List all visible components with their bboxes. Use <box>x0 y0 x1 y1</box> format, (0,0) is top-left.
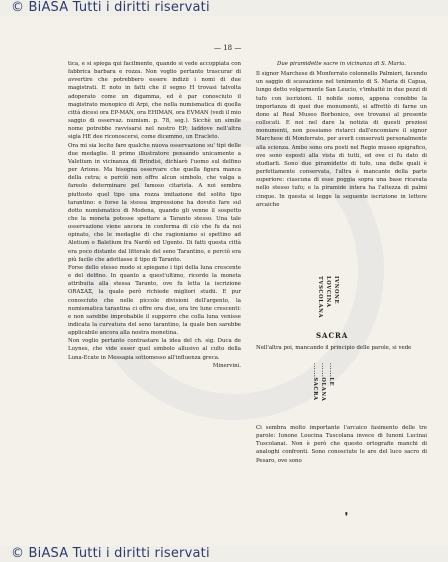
right-column-final <box>256 424 427 465</box>
copyright-text: © BiASA Tutti i diritti riservati <box>11 0 210 15</box>
paragraph: Ci sembra molto importante l'arcaico fasimento delle tre parole: Iunone Loucina Tuscolana invece di Iunoni Lucinai Tuscolanai. Non è però che questo ortografie manchi di analoghi confronti. Sono conosciute le are del luco sacro di Pesaro, ove sono <box>256 425 427 464</box>
copyright-text: © BiASA Tutti i diritti riservati <box>11 546 210 561</box>
paragraph: Nell'altra poi, mancando il principio delle parole, si vede <box>256 345 412 351</box>
left-column <box>68 60 241 370</box>
paragraph: tica, e si spiega qui facilmente, quando si vede accoppiata con fabbrica barbara e rozza. Non voglio pertanto trascurar di avvertire che potrebbero essere indizii i nomi di due magistrati. E noto in fatti che il segno H trovasi talvolta adoperato come un digamma, ed è par conosciuto il magistrato monopico di Arpi, che nella numismatica di quella città dicesi ora EP-MAN, ora EHIMAN, ora EVMAN (vedi il mio saggio di osservaz. numism. p. 78, seg.). Sicchè un simile nome potrebbe ravvisarsi nel nostro EP; laddove nell'altra sigla HE dee riconoscersi, come dicemmo, un Eracleto. <box>68 61 241 141</box>
signature-mark-icon: ❜ <box>345 512 348 522</box>
paragraph: Il signor Marchese di Monferrato colonnello Palmieri, facendo un saggio di scavazione nel tenimento di S. Maria di Capua, lungo detto volgarmente San Leucio, v'imbattè in due pezzi di tufo con iscrizioni. Il nobile uomo, appena conobbe la importanza di quei due monumenti, si affrettò di farne un dono al Real Museo Borbonico, ove trovansi al presente collocati. E noi nel dare la notizia di questi preziosi monumenti, non possiamo ristarci dall'encomiare il signor Marchese di Monferrato, per averli conservati personalmente alla scienza. Ambo sono ora posti nel Regio museo epigrafico, ove sono esposti alla vista di tutti, ed ove ci fu dato di studiarli. Sono due piramidette di tufo, una delle quali è perfettamente conservata, l'altra è mancante della parte superiore: ciascuna di esse poggia sopra una base ricavata nello stesso tufo; e la piramide intera ha l'altezza di palmi cinque. In questa si legge la seguente iscrizione in lettere arcaiche <box>256 71 427 208</box>
inscription-line: TVSCOLANA <box>317 276 323 319</box>
fragment-line: ......OLANA <box>320 363 326 402</box>
right-column-continued <box>256 344 427 352</box>
author-signature: Minervini. <box>212 362 241 369</box>
inscription-line: IVNONE <box>333 276 339 305</box>
fragment-line: ......SACRA <box>312 363 318 401</box>
inscription-line: LOVCINA <box>325 276 331 308</box>
right-column <box>256 60 427 209</box>
page-number: — 18 — <box>214 44 242 52</box>
inscription-sacra: SACRA <box>316 331 349 340</box>
copyright-banner-bottom <box>0 546 448 562</box>
copyright-banner-top <box>0 0 448 16</box>
section-heading: Due piramidette sacre in vicinanza di S. Maria. <box>277 61 406 67</box>
paragraph: Forse dello stesso modo si spiegano i tipi della luna crescente e del delfino. In quanto a quest'ultimo, ricordo la moneta attribuita alla stessa Taranto, ove fu letta la iscrizione ORAΣAΣ, la quale però richiede migliori studii. E pur conosciuto che nelle piccole divisioni dell'argento, la numismatica tarantina ci offre ora due, ora tre lune crescenti: e non sarebbe improbabile il supporre che colla luna venisse indicata la curvatura del seno tarantino, la quale ben sarebbe applicabile ancora alla nostra monetina. <box>68 264 241 337</box>
paragraph: Ora mi sia lecito fare qualche nuova osservazione su' tipi delle due medaglie. Il primo illustratore pensando unicamente a Valetium in vicinanza di Brindisi, dichiarò l'uomo sul delfino per Arione. Ma bisogna osservare che quella figura manca della cetra; e perciò non offre alcun simbolo, che valga a fareolo determinare pel famoso citarista. A noi sembra piuttosto quel tipo una rozza imitazione del solito tipo tarantino: e forse la stessa impressione ha dovuto fare sul dotto numismatico di Modena, quando gli venne il sospetto che la moneta potesse spettare a Taranto stesso. Una tale osservazione viene ancora in conferma di ciò che fu da noi opinato, che le medaglie di che ragioniamo si spettino ad Aletium o Baletium fra Nardò ed Ugento. Di fatti questa città era poco distante dal littorale del seno Tarantino, e perciò era più facile che adottasse il tipo di Taranto. <box>68 142 241 263</box>
fragment-line: ......LE <box>328 363 334 387</box>
paragraph: Non voglio pertanto contrastare la idea del ch. sig. Duca de Luynes, che vide esser quel simbolo allusivo al culto della Luna-Ecate in Messapia sottomesso all'influenza greca. <box>68 338 241 361</box>
